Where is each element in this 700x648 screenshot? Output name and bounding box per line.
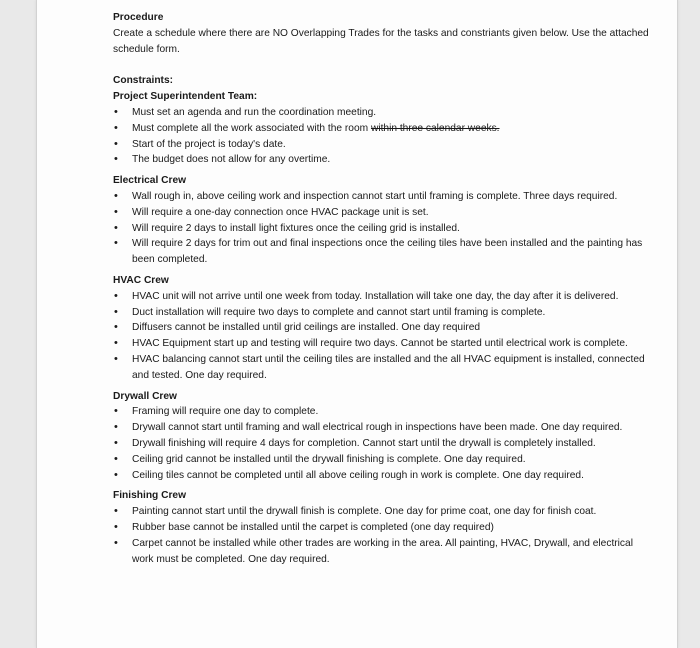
list-item: • HVAC unit will not arrive until one week from today. Installation will take one day, the day after it is delivered. (113, 289, 653, 305)
document-page (36, 0, 678, 648)
procedure-text: Create a schedule where there are NO Overlapping Trades for the tasks and constriants given below. Use the attached schedule form. (113, 27, 649, 55)
list-item: • Ceiling grid cannot be installed until the drywall finishing is complete. One day required. (113, 452, 653, 468)
list-item: • Carpet cannot be installed while other trades are working in the area. All painting, HVAC, Drywall, and electrical work must be completed. One day required. (113, 536, 653, 568)
list-item: • Painting cannot start until the drywall finish is complete. One day for prime coat, one day for finish coat. (113, 504, 653, 520)
list-item: • Framing will require one day to complete. (113, 404, 653, 420)
finishing-list (113, 504, 653, 567)
electrical-heading: Electrical Crew (113, 175, 187, 187)
superintendent-list (113, 105, 653, 168)
list-item: • Will require a one-day connection once HVAC package unit is set. (113, 205, 653, 221)
list-item: • Drywall finishing will require 4 days for completion. Cannot start until the drywall is completely installed. (113, 436, 653, 452)
document-content (113, 10, 653, 567)
finishing-heading: Finishing Crew (113, 490, 187, 502)
constraints-heading: Constraints: (113, 75, 173, 87)
hvac-list (113, 289, 653, 384)
list-item: • Duct installation will require two days to complete and cannot start until framing is complete. (113, 305, 653, 321)
list-item: • Must complete all the work associated with the room within three calendar weeks. (113, 121, 653, 137)
list-item: • Must set an agenda and run the coordination meeting. (113, 105, 653, 121)
electrical-list (113, 189, 653, 268)
list-item: • Drywall cannot start until framing and wall electrical rough in inspections have been made. One day required. (113, 420, 653, 436)
struck-text: within three calendar weeks. (370, 122, 500, 134)
list-item: • Will require 2 days for trim out and final inspections once the ceiling tiles have been installed and the painting has been completed. (113, 236, 653, 268)
list-item: • Diffusers cannot be installed until grid ceilings are installed. One day required (113, 320, 653, 336)
list-item: • Ceiling tiles cannot be completed until all above ceiling rough in work is complete. One day required. (113, 468, 653, 484)
list-item: • HVAC balancing cannot start until the ceiling tiles are installed and the all HVAC equipment is installed, connected and tested. One day required. (113, 352, 653, 384)
list-item: • The budget does not allow for any overtime. (113, 152, 653, 168)
drywall-list (113, 404, 653, 483)
list-item: • Wall rough in, above ceiling work and inspection cannot start until framing is complete. Three days required. (113, 189, 653, 205)
procedure-heading: Procedure (113, 12, 164, 23)
superintendent-heading: Project Superintendent Team: (113, 91, 258, 103)
list-item: • Rubber base cannot be installed until the carpet is completed (one day required) (113, 520, 653, 536)
list-item: • HVAC Equipment start up and testing will require two days. Cannot be started until electrical work is complete. (113, 336, 653, 352)
list-item: • Will require 2 days to install light fixtures once the ceiling grid is installed. (113, 221, 653, 237)
hvac-heading: HVAC Crew (113, 274, 169, 286)
drywall-heading: Drywall Crew (113, 390, 177, 402)
list-item: • Start of the project is today's date. (113, 137, 653, 153)
